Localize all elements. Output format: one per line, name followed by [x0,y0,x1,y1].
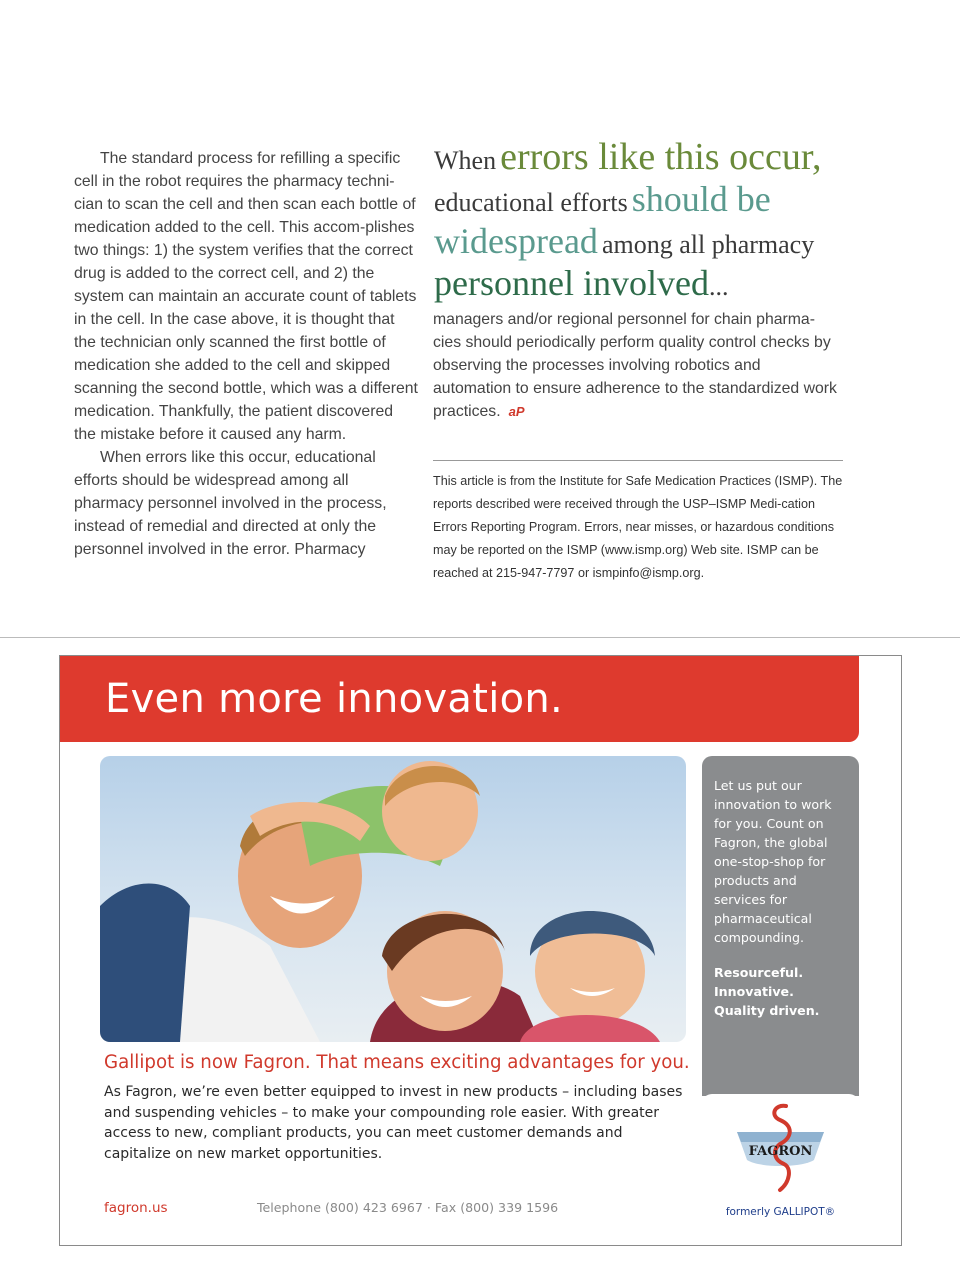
pull-quote-line-4 [434,263,854,308]
tagline-quality: Quality driven. [714,1003,820,1018]
fagron-wordmark: FAGRON [748,1144,813,1159]
tagline-resourceful: Resourceful. [714,965,804,980]
family-photo [100,756,686,1042]
pull-quote [434,136,854,308]
ad-sidebar-text: Let us put our innovation to work for you. Count on Fagron, the global one-stop-shop for products and services for pharmaceutical compounding. [714,778,832,945]
family-photo-illustration [100,756,686,1042]
pull-quote-when: When [434,146,497,175]
ad-taglines [714,963,847,1020]
article-right-text: managers and/or regional personnel for chain pharma-cies should periodically perform quality control checks by observing the processes involving robotics and automation to ensure adherence to the standardized work practices. [433,311,837,420]
pull-quote-among: among all pharmacy [601,230,815,259]
ismp-credit: This article is from the Institute for Safe Medication Practices (ISMP). The reports described were received through the USP–ISMP Medi-cation Errors Reporting Program. Errors, near misses, or hazardous conditions may be reported on the ISMP (www.ismp.org) Web site. ISMP can be reached at 215-947-7797 or ismpinfo@ismp.org. [433,474,843,580]
fagron-logo [702,1094,859,1246]
ad-body: As Fagron, we’re even better equipped to invest in new products – including bases and suspending vehicles – to make your compounding role easier. With greater access to new, compliant products, you can meet customer demands and capitalize on new market opportunities. [104,1084,683,1162]
article-paragraph-2: When errors like this occur, educational efforts should be widespread among all pharmacy personnel involved in the process, instead of remedial and directed at only the personnel involved in the error. Pharmacy [74,449,387,558]
pull-quote-personnel: personnel involved [434,263,709,303]
page-divider [0,637,960,638]
article-divider [433,460,843,461]
ad-banner-title: Even more innovation. [105,676,564,722]
fagron-advertisement [59,655,902,1246]
ad-banner [60,656,859,742]
article-left-column [74,147,419,561]
ad-sidebar [702,756,859,1096]
formerly-gallipot: formerly GALLIPOT® [725,1206,836,1218]
pull-quote-should-be: should be [631,179,771,219]
pull-quote-ellipsis: ... [708,272,729,301]
ad-contact-numbers: Telephone (800) 423 6967 · Fax (800) 339 1596 [257,1200,559,1215]
ad-website-link[interactable]: fagron.us [104,1200,168,1216]
pull-quote-line-2 [434,179,854,224]
pull-quote-educational: educational efforts [434,188,628,217]
tagline-innovative: Innovative. [714,984,794,999]
ap-end-mark-icon: aP [508,404,525,419]
pull-quote-errors: errors like this occur, [500,136,822,178]
pull-quote-line-1 [434,136,854,182]
pull-quote-widespread: widespread [434,221,598,261]
article-right-column [433,308,843,423]
ad-headline: Gallipot is now Fagron. That means exciting advantages for you. [104,1052,690,1073]
article-paragraph-1: The standard process for refilling a specific cell in the robot requires the pharmacy techni-cian to scan the cell and then scan each bottle of medication added to the cell. This accom-plishes two things: 1) the system verifies that the correct drug is added to the correct cell, and 2) the system can maintain an accurate count of tablets in the cell. In the case above, it is thought that the technician only scanned the first bottle of medication she added to the cell and skipped scanning the second bottle, which was a different medication. Thankfully, the patient discovered the mistake before it caused any harm. [74,150,418,443]
pull-quote-line-3 [434,221,854,266]
